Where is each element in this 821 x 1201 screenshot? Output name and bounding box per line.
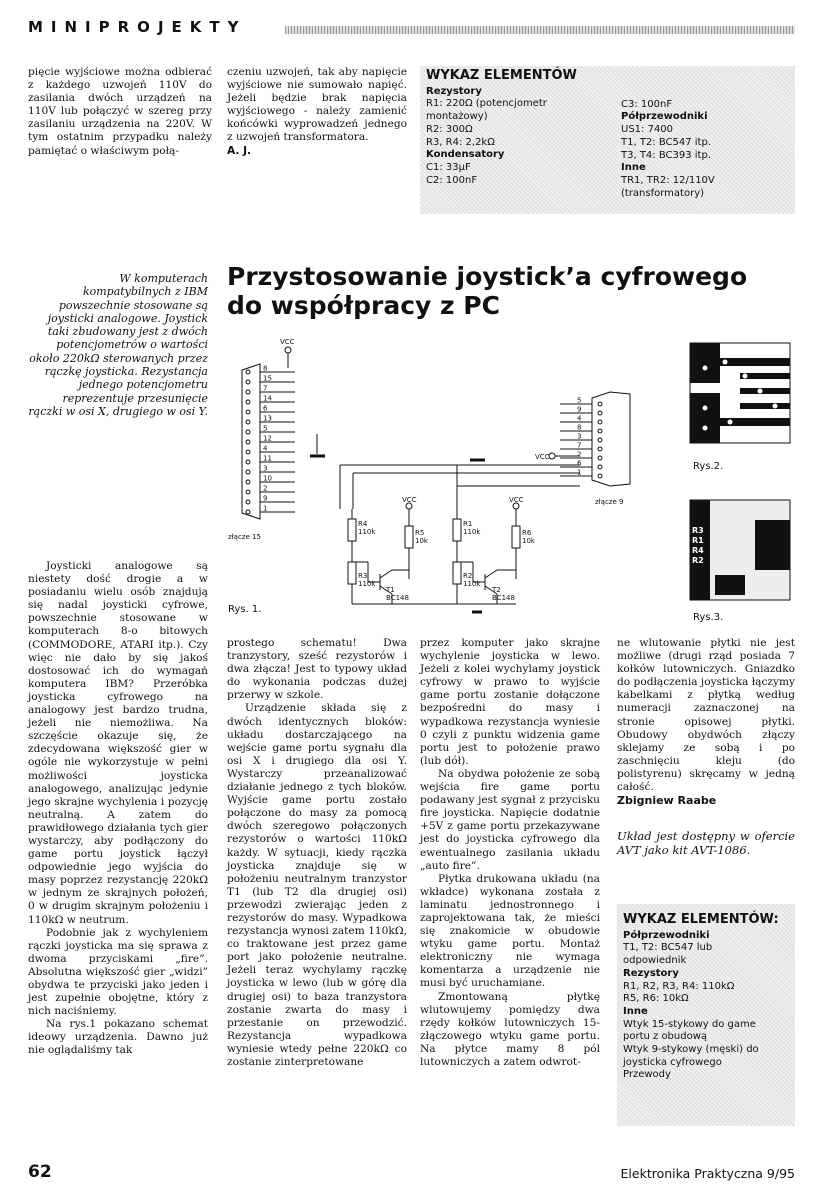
parts-list-line: US1: 7400 xyxy=(621,124,674,136)
vcc-terminal xyxy=(285,347,291,353)
top-col1-text: pięcie wyjściowe można odbierać z każdego uzwojeń 110V do zasilania dwóch urządzeń na 110V lub połączyć w szereg przy zasilaniu urządzenia na 220V. W tym ostatnim przypadku należy pamiętać o właściwym połą- xyxy=(28,66,212,157)
parts-list-line: R5, R6: 10kΩ xyxy=(623,993,689,1005)
vcc-label: VCC xyxy=(535,453,550,461)
parts-list-line: R1: 220Ω (potencjometr xyxy=(426,98,547,110)
pin-15-4 xyxy=(246,450,250,454)
parts-list-line: Półprzewodniki xyxy=(621,111,708,123)
resistor-value: 110k xyxy=(358,528,376,536)
pin-label: 8 xyxy=(577,423,582,432)
pin-label: 2 xyxy=(263,484,268,493)
parts-list-line: T3, T4: BC393 itp. xyxy=(621,149,712,161)
pin-15-7 xyxy=(246,390,250,394)
top-col2-text: czeniu uzwojeń, tak aby napięcie wyjściowe nie sumowało napięć. Jeżeli będzie brak napięcia wyjściowego - należy zamienić końcówki wyprowadzeń jednego z uzwojeń transformatora. xyxy=(227,66,407,144)
pcb-label: R4 xyxy=(692,546,704,555)
pin-label: 15 xyxy=(263,374,272,383)
connector-15-body xyxy=(242,364,260,519)
parts-list-line: (transformatory) xyxy=(621,187,705,199)
pin-15-2 xyxy=(246,490,250,494)
kit-note: Układ jest dostępny w ofercie AVT jako kit AVT-1086. xyxy=(617,829,795,858)
article-lead: W komputerach kompatybilnych z IBM powszechnie stosowane są joysticki analogowe. Joystick taki zbudowany jest z dwóch potencjometrów o wartości około 220kΩ sterowanych przez rączkę joysticka. Rezystancja jednego potencjometru reprezentuje przesunięcie rączki w osi X, drugiego w osi Y. xyxy=(28,272,208,418)
transistor-value: BC148 xyxy=(386,594,409,602)
parts-list-line: Rezystory xyxy=(426,85,482,97)
pcb-component-figure xyxy=(685,495,795,605)
parts-list-2-title: WYKAZ ELEMENTÓW: xyxy=(623,912,779,927)
parts-list-line: joysticka cyfrowego xyxy=(623,1056,722,1068)
pin-label: 10 xyxy=(263,474,272,483)
parts-list-line: Inne xyxy=(621,162,646,174)
connector-9-label: złącze 9 xyxy=(595,498,624,506)
resistor-value: 110k xyxy=(463,528,481,536)
page-number: 62 xyxy=(28,1162,52,1182)
pin-label: 12 xyxy=(263,434,272,443)
pin-label: 4 xyxy=(577,414,582,423)
pin-label: 5 xyxy=(577,396,582,405)
article-title-line-2: do współpracy z PC xyxy=(227,291,500,320)
parts-list-line: portu z obudową xyxy=(623,1031,708,1043)
resistor-label: R2 xyxy=(463,572,473,580)
resistor-value: 110k xyxy=(463,580,481,588)
pin-label: 6 xyxy=(263,404,268,413)
transistor-value: BC148 xyxy=(492,594,515,602)
parts-list-box-2 xyxy=(617,904,795,1126)
pin-label: 4 xyxy=(263,444,268,453)
pin-15-5 xyxy=(246,430,250,434)
parts-list-line: R1, R2, R3, R4: 110kΩ xyxy=(623,980,735,992)
parts-list-line: C3: 100nF xyxy=(621,98,673,110)
schematic-diagram xyxy=(220,334,650,624)
parts-list-line: Kondensatory xyxy=(426,149,505,161)
parts-list-line: T1, T2: BC547 itp. xyxy=(621,136,712,148)
body-column-4 xyxy=(617,637,795,857)
pin-15-9 xyxy=(246,500,250,504)
pin-label: 3 xyxy=(263,464,268,473)
pin-9-3 xyxy=(598,438,602,442)
body-paragraph: Płytka drukowana układu (na wkładce) wykonana została z laminatu jednostronnego i zaprojektowana tak, że mieści się znakomicie w obudowie wtyku game portu. Montaż elektroniczny nie wymaga komentarza a urządzenie nie musi być uruchamiane. xyxy=(420,872,600,990)
resistor-label: R6 xyxy=(522,529,532,537)
pin-label: 5 xyxy=(263,424,268,433)
parts-list-1-right xyxy=(621,86,715,201)
connector-9-body xyxy=(592,392,630,486)
parts-list-line: C1: 33μF xyxy=(426,161,471,173)
body-paragraph: prostego schematu! Dwa tranzystory, sześć rezystorów i dwa złącza! Jest to typowy układ do wykonania podczas dużej przerwy w szkole. xyxy=(227,637,407,702)
pin-label: 7 xyxy=(577,441,582,450)
top-column-1 xyxy=(28,66,212,158)
resistor-label: R5 xyxy=(415,529,425,537)
author-signature: Zbigniew Raabe xyxy=(617,794,717,808)
parts-list-line: T1, T2: BC547 lub xyxy=(623,942,713,954)
article-title xyxy=(227,262,787,320)
pin-9-9 xyxy=(598,411,602,415)
body-paragraph: Joysticki analogowe są niestety dość drogie a w posiadaniu wielu osób znajdują się nadal joysticki cyfrowe, powszechnie stosowane w komputerach 8-o bitowych (COMMODORE, ATARI itp.). Czy więc nie dało by się jakoś dostosować ich do wymagań komputera IBM? Przeróbka joysticka cyfrowego na analogowy jest bardzo trudna, jeżeli nie niemożliwa. Na szczęście okazuje się, że zdecydowana większość gier w ogóle nie wykorzystuje w pełni możliwości joysticka analogowego, analizując jedynie jego skrajne wychylenia i pozycję neutralną. A zatem do prawidłowego działania tych gier wystarczy, aby podłączony do game portu joystick łączył odpowiednie jego wyjścia do masy poprzez rezystancję 220kΩ w jednym ze skrajnych położeń, 0 w drugim skrajnym położeniu i 110kΩ w neutrum. xyxy=(28,560,208,926)
body-paragraph: Na obydwa położenie ze sobą wejścia fire game portu podawany jest sygnał z przycisku fire joysticka. Napięcie dodatnie +5V z game portu przekazywane jest do joysticka cyfrowego dla ewentualnego zasilania układu „auto fire”. xyxy=(420,767,600,872)
body-column-1 xyxy=(28,560,208,1058)
body-paragraph: Zmontowaną płytkę wlutowujemy pomiędzy dwa rzędy kołków lutowniczych 15-złączowego wtyku game portu. Na płytce mamy 8 pól lutowniczych a zatem odwrot- xyxy=(420,990,600,1068)
pin-15-12 xyxy=(246,440,250,444)
resistor-value: 110k xyxy=(358,580,376,588)
pcb-label: R3 xyxy=(692,526,704,535)
parts-list-line: montażowy) xyxy=(426,111,488,123)
vcc-label: VCC xyxy=(402,496,417,504)
parts-list-line: Przewody xyxy=(623,1069,671,1081)
pin-15-10 xyxy=(246,480,250,484)
figure-1-caption: Rys. 1. xyxy=(228,604,262,615)
section-header: MINIPROJEKTY xyxy=(28,18,247,36)
pin-15-15 xyxy=(246,380,250,384)
pcb-label: R2 xyxy=(692,556,704,565)
body-paragraph: Na rys.1 pokazano schemat ideowy urządzenia. Dawno już nie oglądaliśmy tak xyxy=(28,1018,208,1057)
resistor-label: R3 xyxy=(358,572,368,580)
resistor-label: R4 xyxy=(358,520,368,528)
pin-label: 6 xyxy=(577,459,582,468)
parts-list-line: R3, R4: 2,2kΩ xyxy=(426,136,495,148)
parts-list-line: TR1, TR2: 12/110V xyxy=(621,174,715,186)
parts-list-box-1 xyxy=(420,66,795,214)
figure-2-caption: Rys.2. xyxy=(693,461,724,472)
resistor-label: R1 xyxy=(463,520,473,528)
pin-9-5 xyxy=(598,402,602,406)
pcb-foil-figure xyxy=(685,338,795,448)
parts-list-line: Inne xyxy=(623,1005,648,1017)
pin-15-6 xyxy=(246,410,250,414)
pin-label: 13 xyxy=(263,414,272,423)
article-title-line-1: Przystosowanie joystick’a cyfrowego xyxy=(227,262,748,291)
body-paragraph: Urządzenie składa się z dwóch identycznych bloków: układu dostarczającego na wejście game portu sygnału dla osi X i drugiego dla osi Y. Wystarczy przeanalizować działanie jednego z tych bloków. Wyjście game portu zostało połączone do masy za pomocą dwóch szeregowo połączonych rezystorów o wartości 110kΩ każdy. W sytuacji, kiedy rączka joysticka znajduje się w położeniu neutralnym tranzystor T1 (lub T2 dla drugiej osi) przewodzi zwierając jeden z rezystorów do masy. Wypadkowa rezystancja wynosi zatem 110kΩ, co traktowane jest przez game port jako położenie neutralne. Jeżeli teraz wychylamy rączkę joysticka w lewo (lub w górę dla drugiej osi) to baza tranzystora zostanie zwarta do masy i przestanie on przewodzić. Rezystancja wypadkowa wyniesie wtedy pełne 220kΩ co zostanie zinterpretowane xyxy=(227,702,407,1068)
pin-15-1 xyxy=(246,510,250,514)
pin-15-8 xyxy=(246,370,250,374)
parts-list-1-title: WYKAZ ELEMENTÓW xyxy=(426,68,577,83)
pin-label: 9 xyxy=(263,494,268,503)
pin-label: 9 xyxy=(577,405,582,414)
parts-list-1-left xyxy=(426,86,621,201)
pin-9-1 xyxy=(598,474,602,478)
pin-15-14 xyxy=(246,400,250,404)
parts-list-line: Półprzewodniki xyxy=(623,929,710,941)
header-rule xyxy=(285,26,795,34)
pin-label: 11 xyxy=(263,454,272,463)
connector-15-label: złącze 15 xyxy=(228,533,261,541)
pin-label: 7 xyxy=(263,384,268,393)
pin-15-11 xyxy=(246,460,250,464)
parts-list-line: C2: 100nF xyxy=(426,174,478,186)
parts-list-line: Rezystory xyxy=(623,967,679,979)
pin-label: 3 xyxy=(577,432,582,441)
pin-label: 8 xyxy=(263,364,268,373)
body-paragraph: przez komputer jako skrajne wychylenie joysticka w lewo. Jeżeli z kolei wychylamy joystick cyfrowy w prawo to wyjście game portu zostanie dołączone bezpośredni do masy i wypadkowa rezystancja wyniesie 0 czyli z punktu widzenia game portu jest to położenie prawo (lub dół). xyxy=(420,637,600,767)
pin-9-6 xyxy=(598,465,602,469)
pin-15-13 xyxy=(246,420,250,424)
body-column-2 xyxy=(227,637,407,1069)
transistor-label: T2 xyxy=(492,586,501,594)
resistor-value: 10k xyxy=(522,537,535,545)
pin-9-8 xyxy=(598,429,602,433)
pin-label: 2 xyxy=(577,450,582,459)
pin-15-3 xyxy=(246,470,250,474)
figure-3-caption: Rys.3. xyxy=(693,612,724,623)
pin-9-4 xyxy=(598,420,602,424)
top-column-2 xyxy=(227,66,407,158)
top-col2-signature: A. J. xyxy=(227,144,252,157)
pin-label: 1 xyxy=(577,468,582,477)
body-paragraph: ne wlutowanie płytki nie jest możliwe (drugi rząd posiada 7 kołków lutowniczych. Gniazdko do podłączenia joysticka łączymy kabelkami z płytką według numeracji zaznaczonej na stronie opisowej płytki. Obudowy obydwóch złączy sklejamy ze sobą i po zaschnięciu kleju (do polistyrenu) skręcamy w jedną całość. xyxy=(617,637,795,794)
pcb-label: R1 xyxy=(692,536,704,545)
transistor-label: T1 xyxy=(386,586,395,594)
pin-9-2 xyxy=(598,456,602,460)
vcc-label: VCC xyxy=(280,338,295,346)
pin-9-7 xyxy=(598,447,602,451)
parts-list-line: Wtyk 9-stykowy (męski) do xyxy=(623,1044,759,1056)
pin-label: 1 xyxy=(263,504,268,513)
pin-label: 14 xyxy=(263,394,272,403)
body-column-3 xyxy=(420,637,600,1069)
parts-list-line: Wtyk 15-stykowy do game xyxy=(623,1018,756,1030)
resistor-value: 10k xyxy=(415,537,428,545)
vcc-label: VCC xyxy=(509,496,524,504)
parts-list-line: odpowiednik xyxy=(623,955,687,967)
parts-list-line: R2: 300Ω xyxy=(426,123,473,135)
magazine-name: Elektronika Praktyczna 9/95 xyxy=(620,1166,795,1181)
body-paragraph: Podobnie jak z wychyleniem rączki joysticka ma się sprawa z dwoma przyciskami „fire”. Absolutna większość gier „widzi” obydwa te przyciski jako jeden i jest zupełnie obojętne, który z nich naciśniemy. xyxy=(28,926,208,1018)
